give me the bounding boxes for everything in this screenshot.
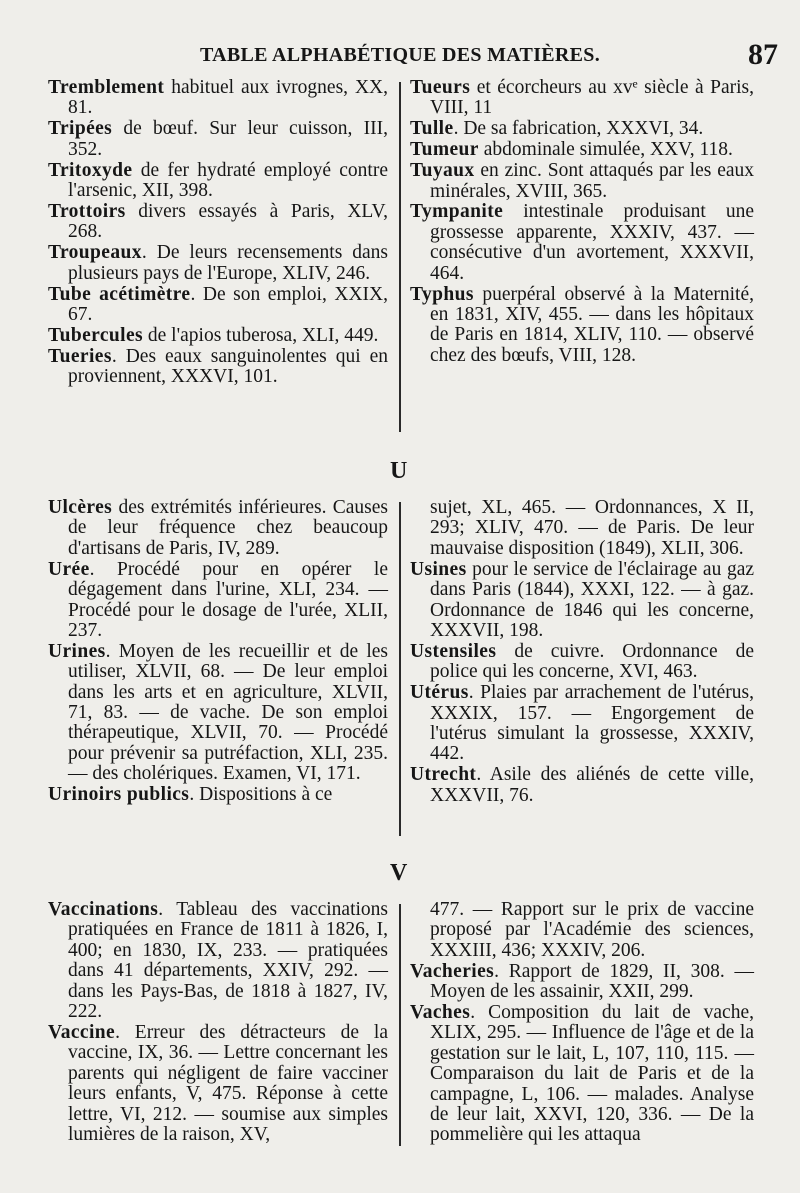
entry-text: . Procédé pour en opérer le dégagement dans l'urine, XLI, 234. — Procédé pour le dosage de l'urée, XLII, 237.	[68, 558, 388, 641]
entry-text: . Erreur des détracteurs de la vaccine, IX, 36. — Lettre concernant les parents qui négligent de faire vacciner leurs enfants, V, 475. Réponse à cette lettre, VI, 212. — soumise aux simples lumières de la raison, XV,	[68, 1021, 388, 1145]
entry-text: . Plaies par arrachement de l'utérus, XXXIX, 157. — Engorgement de l'utérus simulant la grossesse, XXXIV, 442.	[430, 682, 754, 765]
entry-text: et écorcheurs au xvᵉ siècle à Paris, VIII, 11	[430, 77, 754, 119]
entry-text: . Rapport de 1829, II, 308. — Moyen de les assainir, XXII, 299.	[430, 960, 754, 1003]
index-entry	[48, 119, 388, 160]
entry-headword: Vaccinations	[48, 899, 159, 920]
entry-text: abdominale simulée, XXV, 118.	[478, 139, 733, 161]
index-entry	[410, 202, 754, 284]
index-entry	[48, 900, 388, 1022]
entry-text: de fer hydraté employé contre l'arsenic, XII, 398.	[68, 159, 388, 202]
entry-headword: Trottoirs	[48, 200, 126, 222]
index-entry	[48, 498, 388, 559]
entry-text: . De sa fabrication, XXXVI, 34.	[453, 118, 704, 140]
entry-text: de l'apios tuberosa, XLI, 449.	[143, 324, 379, 346]
section-letter-v: V	[390, 860, 408, 886]
entry-headword: Tubercules	[48, 324, 144, 346]
section-t-left-column	[48, 78, 388, 388]
entry-text: divers essayés à Paris, XLV, 268.	[68, 200, 388, 243]
entry-text: . Des eaux sanguinolentes qui en proviennent, XXXVI, 101.	[68, 345, 388, 388]
index-entry	[48, 78, 388, 119]
page-number: 87	[748, 38, 778, 71]
index-entry	[410, 498, 754, 559]
index-entry	[48, 161, 388, 202]
index-entry	[410, 560, 754, 642]
entry-text: . Moyen de les recueillir et de les utiliser, XLVII, 68. — De leur emploi dans les arts et en agriculture, XLVII, 71, 83. — de vache. De son emploi thérapeutique, XLVII, 70. — Procédé pour prévenir sa putréfaction, XLI, 235. — des cholériques. Examen, VI, 171.	[68, 640, 388, 785]
index-entry	[48, 560, 388, 642]
entry-text: . De leurs recensements dans plusieurs pays de l'Europe, XLIV, 246.	[68, 242, 388, 284]
entry-headword: Utrecht	[410, 764, 477, 786]
entry-text: de cuivre. Ordonnance de police qui les concerne, XVI, 463.	[430, 640, 754, 683]
index-entry	[410, 900, 754, 961]
entry-text: . Tableau des vaccinations pratiquées en France de 1811 à 1826, I, 400; en 1830, IX, 233. — pratiquées dans 41 départements, XXIV, 292. — dans les Pays-Bas, de 1818 à 1827, IV, 222.	[68, 899, 388, 1023]
entry-headword: Vacheries	[410, 960, 495, 982]
entry-headword: Urines	[48, 640, 106, 662]
entry-headword: Tympanite	[410, 201, 504, 223]
entry-headword: Tuyaux	[410, 160, 475, 182]
index-entry	[410, 119, 754, 139]
entry-text: sujet, XL, 465. — Ordonnances, X II, 293; XLIV, 470. — de Paris. De leur mauvaise disposition (1849), XLII, 306.	[430, 497, 754, 559]
column-rule	[399, 82, 401, 432]
entry-text: en zinc. Sont attaqués par les eaux minérales, XVIII, 365.	[430, 160, 754, 202]
entry-text: . De son emploi, XXIX, 67.	[68, 283, 388, 325]
entry-text: . Composition du lait de vache, XLIX, 295. — Influence de l'âge et de la gestation sur le lait, L, 107, 110, 115. — Comparaison du lait de Paris et de la campagne, L, 106. — malades. Analyse de leur lait, XXVI, 120, 336. — De la pommelière qui les attaqua	[430, 1002, 754, 1146]
entry-headword: Typhus	[410, 283, 474, 305]
entry-headword: Tripées	[48, 118, 113, 140]
index-entry	[48, 642, 388, 785]
entry-text: . Dispositions à ce	[189, 784, 333, 806]
index-entry	[48, 202, 388, 243]
index-entry	[410, 1003, 754, 1146]
entry-headword: Tueries	[48, 345, 112, 367]
section-v-right-column	[410, 900, 754, 1146]
entry-text: habituel aux ivrognes, XX, 81.	[68, 77, 388, 119]
index-entry	[48, 243, 388, 284]
index-entry	[48, 1023, 388, 1145]
entry-text: des extrémités inférieures. Causes de leur fréquence chez beaucoup d'artisans de Paris, IV, 289.	[68, 497, 388, 559]
index-entry	[48, 326, 388, 346]
index-entry	[48, 347, 388, 388]
entry-headword: Utérus	[410, 682, 469, 704]
entry-headword: Tremblement	[48, 77, 165, 98]
entry-headword: Troupeaux	[48, 242, 142, 264]
section-t-right-column	[410, 78, 754, 367]
entry-headword: Urée	[48, 558, 90, 580]
entry-headword: Tulle	[410, 118, 454, 140]
index-entry	[410, 765, 754, 806]
index-entry	[48, 285, 388, 326]
entry-headword: Tube acétimètre	[48, 283, 191, 305]
entry-text: . Asile des aliénés de cette ville, XXXVII, 76.	[430, 764, 754, 806]
index-entry	[410, 161, 754, 202]
entry-text: intestinale produisant une grossesse apparente, XXXIV, 437. — consécutive d'un avortement, XXXVII, 464.	[430, 201, 754, 284]
running-header: TABLE ALPHABÉTIQUE DES MATIÈRES.	[199, 44, 601, 66]
index-entry	[410, 140, 754, 160]
section-letter-u: U	[390, 458, 408, 484]
entry-headword: Usines	[410, 558, 467, 580]
section-v-left-column	[48, 900, 388, 1146]
entry-text: pour le service de l'éclairage au gaz dans Paris (1844), XXXI, 122. — à gaz. Ordonnance de 1846 qui les concerne, XXXVII, 198.	[430, 558, 754, 641]
index-entry	[410, 962, 754, 1003]
entry-headword: Ustensiles	[410, 640, 497, 662]
entry-headword: Tueurs	[410, 77, 471, 98]
section-u-right-column	[410, 498, 754, 807]
entry-text: puerpéral observé à la Maternité, en 1831, XIV, 455. — dans les hôpitaux de Paris en 1814, XLIV, 110. — observé chez des bœufs, VIII, 128.	[430, 283, 754, 366]
index-entry	[48, 785, 388, 805]
index-entry	[410, 683, 754, 765]
entry-headword: Vaches	[410, 1002, 471, 1024]
entry-headword: Vaccine	[48, 1021, 116, 1043]
index-entry	[410, 285, 754, 367]
entry-headword: Urinoirs publics	[48, 784, 190, 806]
entry-text: de bœuf. Sur leur cuisson, III, 352.	[68, 118, 388, 160]
column-rule	[399, 502, 401, 836]
entry-text: 477. — Rapport sur le prix de vaccine proposé par l'Académie des sciences, XXXIII, 436; XXXIV, 206.	[430, 899, 754, 961]
entry-headword: Tumeur	[410, 139, 479, 161]
entry-headword: Ulcères	[48, 497, 113, 518]
index-entry	[410, 78, 754, 119]
column-rule	[399, 904, 401, 1146]
section-u-left-column	[48, 498, 388, 806]
entry-headword: Tritoxyde	[48, 159, 133, 181]
index-entry	[410, 642, 754, 683]
